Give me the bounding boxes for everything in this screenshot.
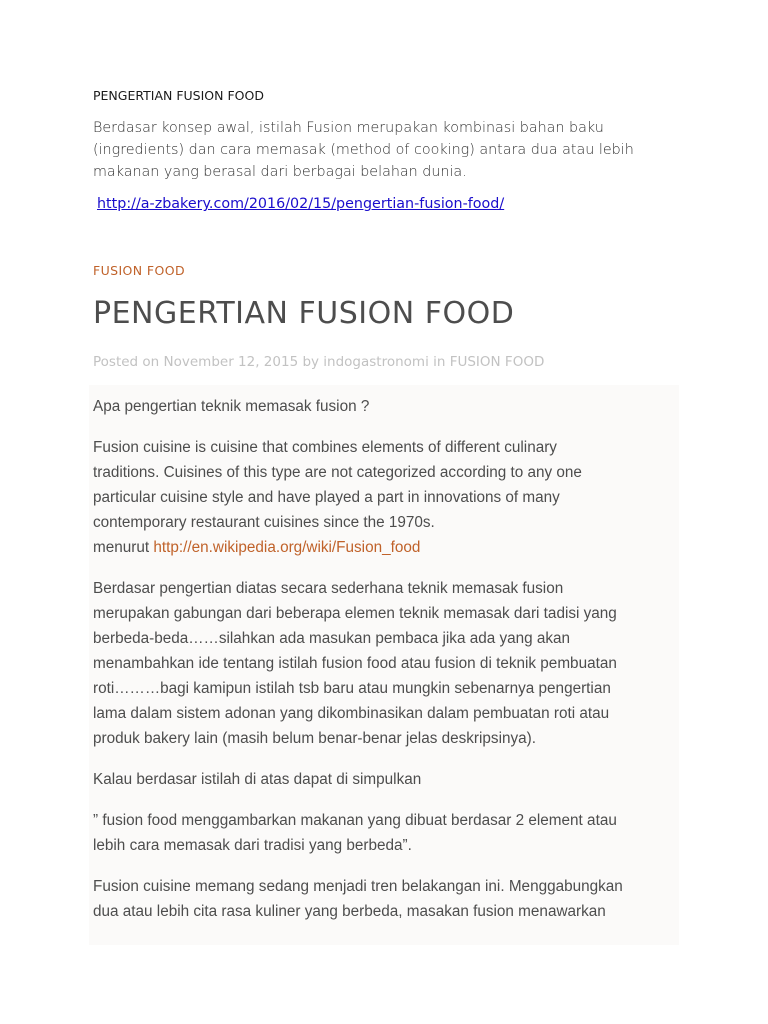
paragraph-line: berbeda-beda……silahkan ada masukan pembaca jika ada yang akan [93, 630, 571, 647]
paragraph-line: lama dalam sistem adonan yang dikombinasikan dalam pembuatan roti atau [93, 705, 610, 722]
paragraph-line: contemporary restaurant cuisines since the 1970s. [93, 514, 435, 531]
definition-paragraph [93, 435, 683, 560]
question-paragraph: Apa pengertian teknik memasak fusion ? [93, 398, 370, 415]
paragraph-line: ” fusion food menggambarkan makanan yang dibuat berdasar 2 element atau [93, 812, 617, 829]
paragraph-line: Fusion cuisine is cuisine that combines elements of different culinary [93, 439, 557, 456]
explanation-paragraph [93, 576, 683, 751]
paragraph-line: particular cuisine style and have played a part in innovations of many [93, 489, 560, 506]
wikipedia-link[interactable]: http://en.wikipedia.org/wiki/Fusion_food [153, 539, 421, 556]
intro-line: (ingredients) dan cara memasak (method of cooking) antara dua atau lebih [93, 142, 634, 158]
paragraph-line: traditions. Cuisines of this type are not categorized according to any one [93, 464, 582, 481]
document-title: PENGERTIAN FUSION FOOD [93, 88, 264, 103]
paragraph-line: roti………bagi kamipun istilah tsb baru atau mungkin sebenarnya pengertian [93, 680, 611, 697]
trend-paragraph [93, 874, 683, 924]
conclusion-intro-paragraph: Kalau berdasar istilah di atas dapat di simpulkan [93, 771, 422, 788]
source-line [93, 535, 683, 560]
post-category[interactable]: FUSION FOOD [93, 263, 186, 278]
intro-line: Berdasar konsep awal, istilah Fusion merupakan kombinasi bahan baku [93, 120, 604, 136]
article-body [93, 394, 683, 940]
paragraph-line: merupakan gabungan dari beberapa elemen teknik memasak dari tadisi yang [93, 605, 617, 622]
paragraph-line: dua atau lebih cita rasa kuliner yang berbeda, masakan fusion menawarkan [93, 903, 606, 920]
paragraph-line: Fusion cuisine memang sedang menjadi tren belakangan ini. Menggabungkan [93, 878, 623, 895]
paragraph-line: lebih cara memasak dari tradisi yang berbeda”. [93, 837, 412, 854]
post-meta: Posted on November 12, 2015 by indogastronomi in FUSION FOOD [93, 354, 545, 370]
paragraph-line: Berdasar pengertian diatas secara sederhana teknik memasak fusion [93, 580, 564, 597]
intro-paragraph [93, 117, 683, 183]
source-link[interactable]: http://a-zbakery.com/2016/02/15/pengertian-fusion-food/ [97, 196, 505, 212]
menurut-label: menurut [93, 539, 154, 556]
intro-line: makanan yang berasal dari berbagai belahan dunia. [93, 164, 467, 180]
conclusion-quote-paragraph [93, 808, 683, 858]
paragraph-line: menambahkan ide tentang istilah fusion food atau fusion di teknik pembuatan [93, 655, 617, 672]
post-title: PENGERTIAN FUSION FOOD [93, 296, 515, 331]
paragraph-line: produk bakery lain (masih belum benar-benar jelas deskripsinya). [93, 730, 536, 747]
